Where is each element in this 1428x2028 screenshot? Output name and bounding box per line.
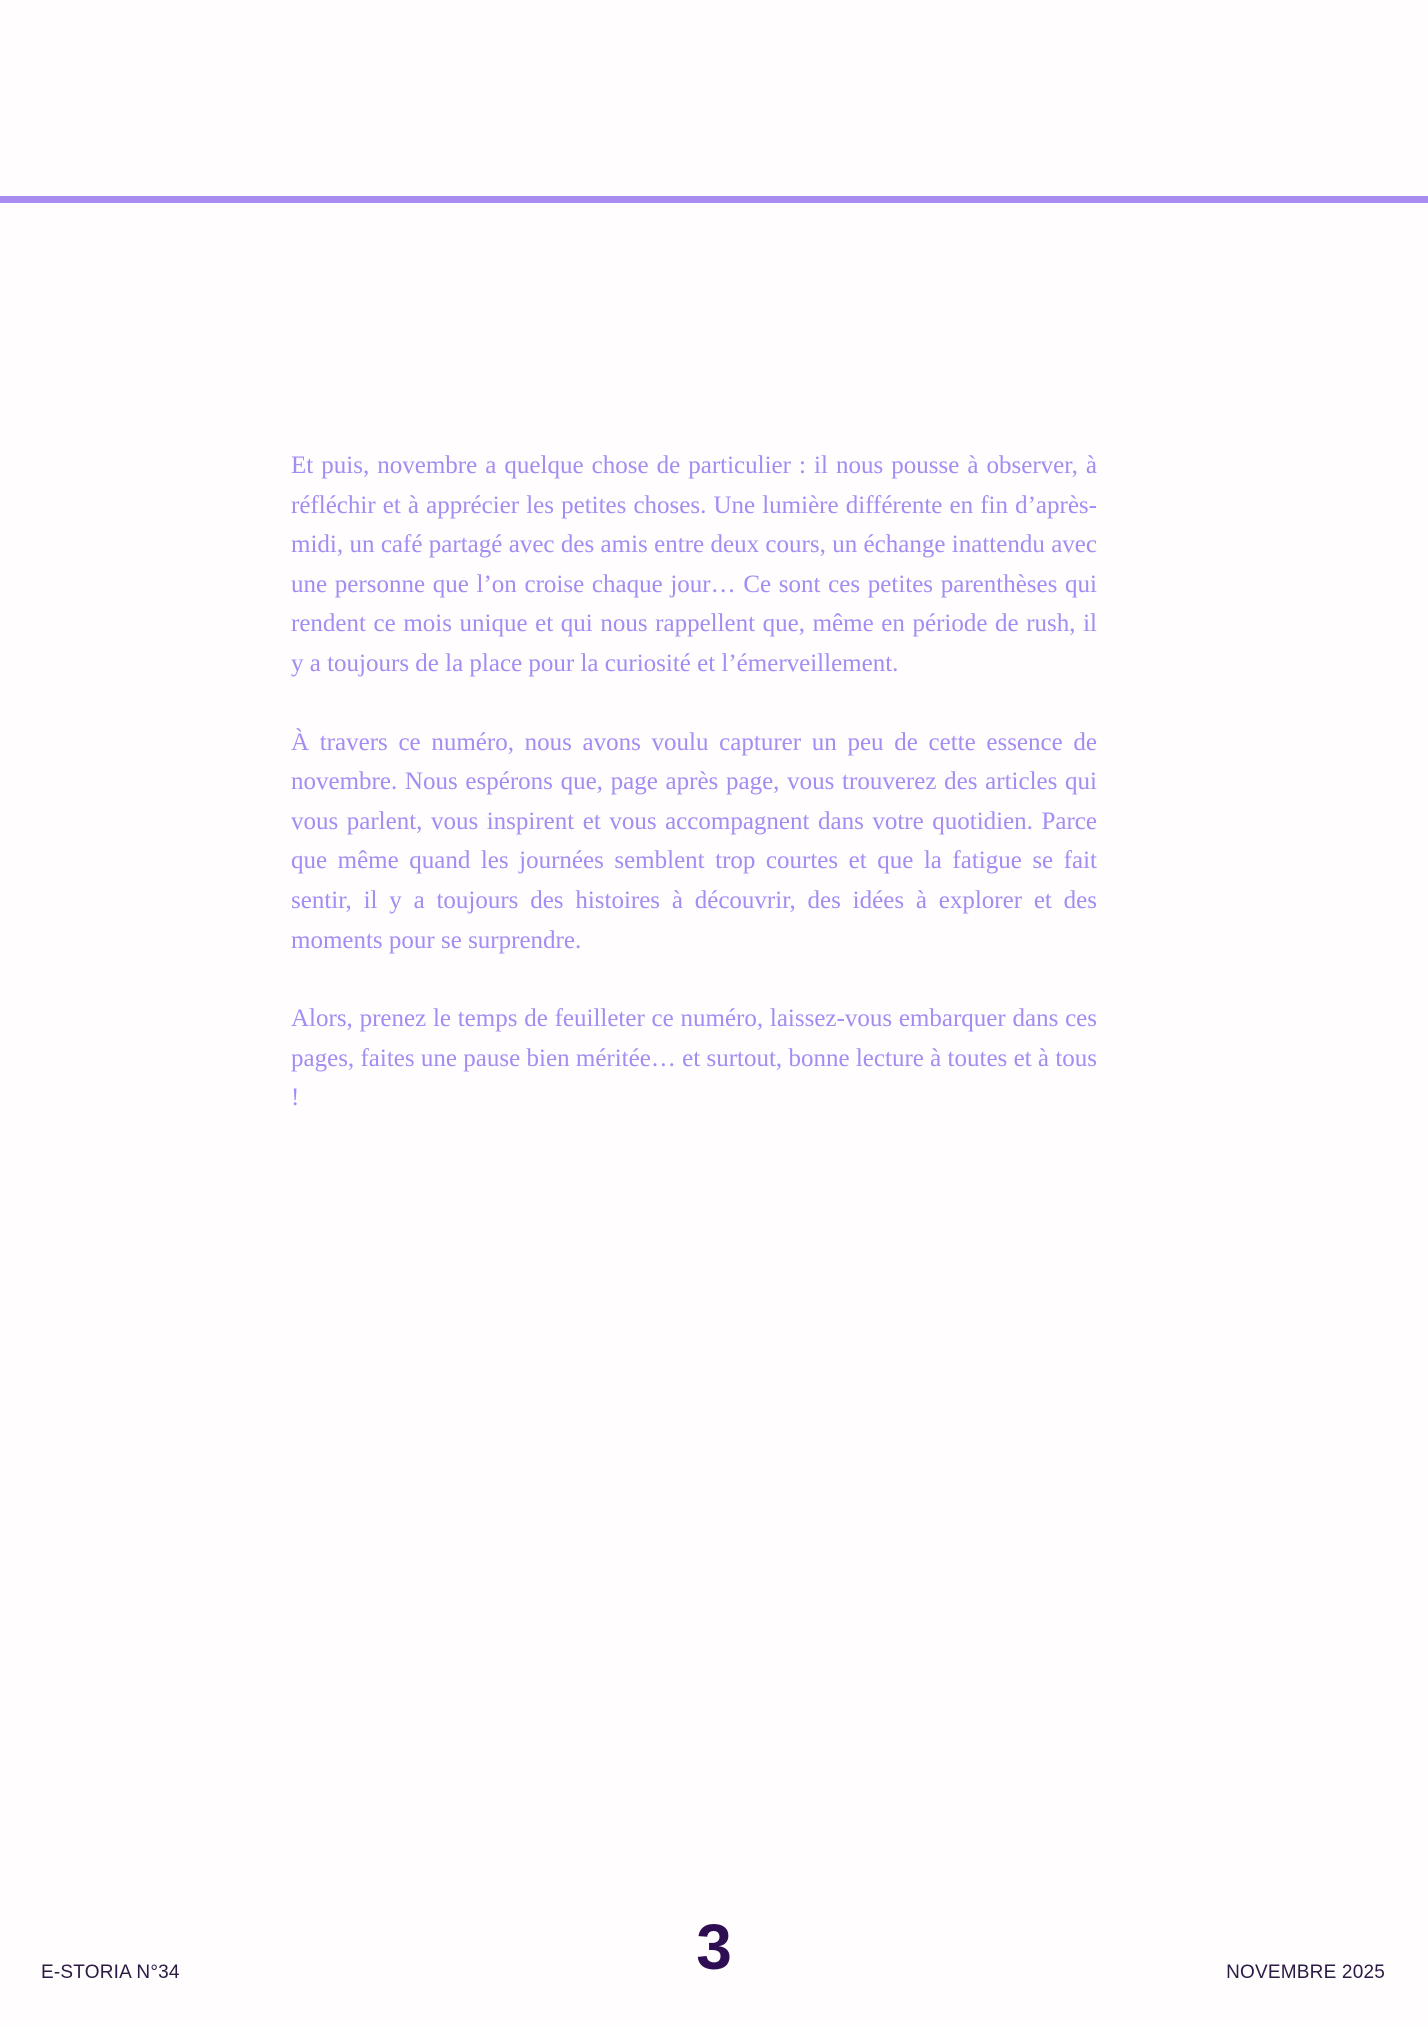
footer-date: NOVEMBRE 2025 (1226, 1962, 1385, 1983)
footer-publication-issue: E-STORIA N°34 (41, 1962, 180, 1983)
paragraph-1: Et puis, novembre a quelque chose de particulier : il nous pousse à observer, à réfléchir et à apprécier les petites choses. Une lumière différente en fin d’après-midi, un café partagé avec des amis entre deux cours, un échange inattendu avec une personne que l’on croise chaque jour… Ce sont ces petites parenthèses qui rendent ce mois unique et qui nous rappellent que, même en période de rush, il y a toujours de la place pour la curiosité et l’émerveillement. (291, 452, 1097, 677)
page-number: 3 (696, 1911, 732, 1983)
top-accent-rule (0, 196, 1428, 203)
paragraph-3: Alors, prenez le temps de feuilleter ce numéro, laissez-vous embarquer dans ces pages, faites une pause bien méritée… et surtout, bonne lecture à toutes et à tous ! (291, 1005, 1097, 1112)
paragraph-2: À travers ce numéro, nous avons voulu capturer un peu de cette essence de novembre. Nous espérons que, page après page, vous trouverez des articles qui vous parlent, vous inspirent et vous accompagnent dans votre quotidien. Parce que même quand les journées semblent trop courtes et que la fatigue se fait sentir, il y a toujours des histoires à découvrir, des idées à explorer et des moments pour se surprendre. (291, 728, 1097, 954)
article-body (291, 446, 1097, 1157)
